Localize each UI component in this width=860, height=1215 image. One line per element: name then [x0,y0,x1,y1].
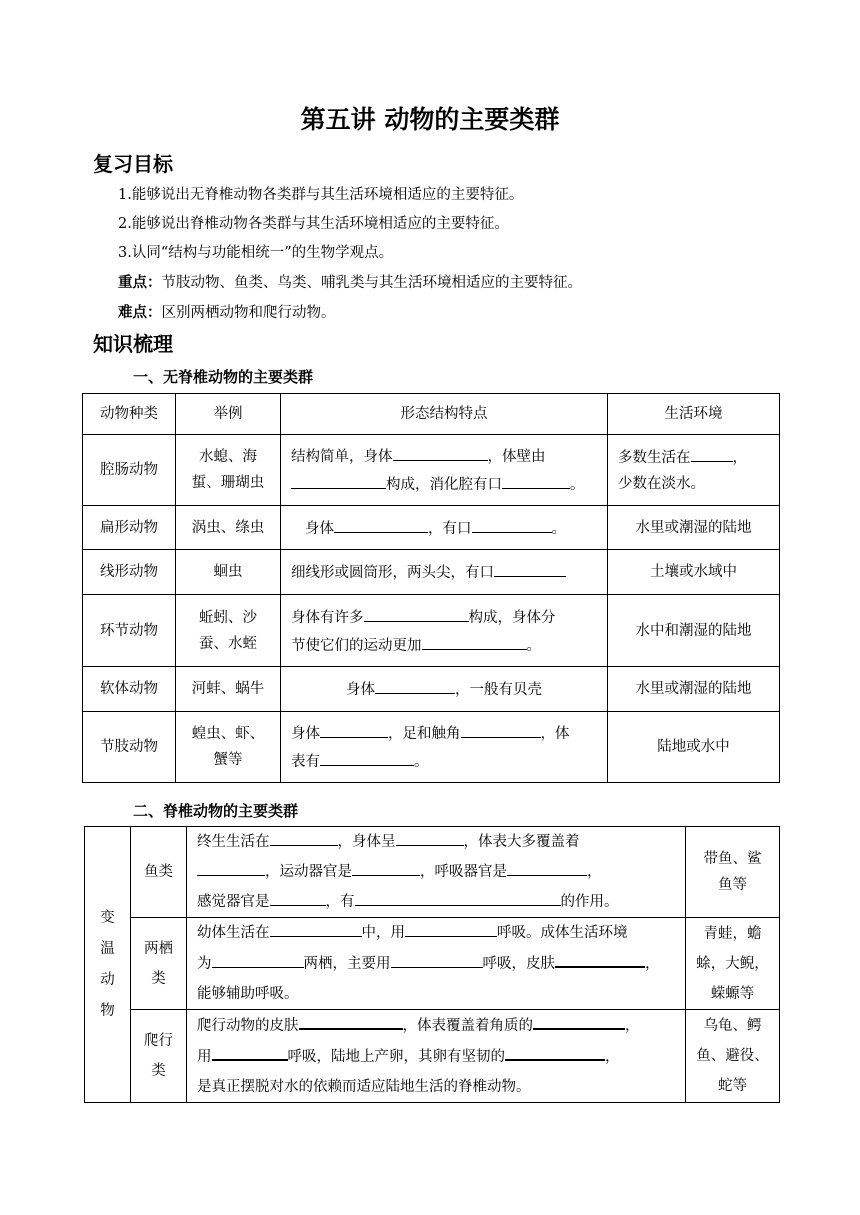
text: 用 [197,1049,212,1065]
difficult-point-label: 难点： [118,305,162,321]
answer-blank[interactable] [270,918,362,937]
answer-blank[interactable] [355,887,561,906]
answer-blank[interactable] [270,887,326,906]
header-example: 举例 [176,394,281,435]
text: ，体 [540,726,570,742]
knowledge-heading: 知识梳理 [93,332,173,356]
text: ，身体呈 [337,834,396,850]
header-kind: 动物种类 [83,394,176,435]
answer-blank[interactable] [422,631,527,650]
text: 中，用 [361,925,405,941]
text: ， [732,450,747,466]
text: 爬行动物的皮肤 [197,1018,299,1034]
table-row [85,918,780,1010]
example-line: 鱼、避役、 [696,1048,769,1064]
table-row [83,550,780,595]
text: 的作用。 [560,894,619,910]
text: ， [645,956,660,972]
example-line: 蜇、珊瑚虫 [191,475,265,491]
kind-cell [131,918,187,1010]
key-point [118,271,582,292]
answer-blank[interactable] [320,719,388,738]
kind-cell: 环节动物 [83,595,176,667]
text: 能够辅助呼吸。 [197,986,299,1002]
goal-3: 3.认同“结构与功能相统一”的生物学观点。 [118,245,394,261]
text: 终生生活在 [197,834,270,850]
text: 结构简单，身体 [291,449,393,465]
example-line: 乌龟、鳄 [703,1018,762,1034]
text: ，体表大多覆盖着 [463,834,580,850]
text: 感觉器官是 [197,894,270,910]
example-line: 带鱼、鲨 [703,851,762,867]
table-row [85,827,780,918]
habitat-cell: 土壤或水域中 [608,550,780,595]
group-label-cold-blooded [85,827,131,1103]
text: ，体壁由 [487,449,546,465]
answer-blank[interactable] [507,857,587,876]
group-char: 温 [100,940,115,957]
text: ，有口 [428,520,472,537]
answer-blank[interactable] [320,747,414,766]
answer-blank[interactable] [472,514,552,533]
kind-cell: 节肢动物 [83,712,176,783]
kind-cell: 腔肠动物 [83,435,176,506]
table-header-row [83,394,780,435]
text: ，足和触角 [388,726,461,742]
answer-blank[interactable] [291,470,386,489]
text: 是真正摆脱对水的依赖而适应陆地生活的脊椎动物。 [197,1079,531,1095]
text: 表有 [291,754,320,770]
text: 细线形或圆筒形，两头尖，有口 [291,565,494,581]
header-habitat: 生活环境 [608,394,780,435]
text: 呼吸，陆地上产卵，其卵有坚韧的 [287,1049,505,1065]
feature-cell [281,506,608,550]
part1-heading: 一、无脊椎动物的主要类群 [133,368,314,386]
example-line: 水螅、海 [199,449,257,465]
table-row [85,1010,780,1103]
example-line: 蝾螈等 [710,985,755,1002]
table-row [83,435,780,506]
answer-blank[interactable] [212,949,304,968]
table-row [83,712,780,783]
text: 。 [526,637,541,654]
answer-blank[interactable] [364,603,469,622]
text: 构成，身体分 [468,609,556,626]
text: 多数生活在 [618,450,691,466]
difficult-point-text: 区别两栖动物和爬行动物。 [161,305,336,321]
text: ，呼吸器官是 [420,864,507,880]
example-line: 蛇等 [718,1078,747,1094]
kind-cell: 线形动物 [83,550,176,595]
answer-blank[interactable] [396,827,464,846]
kind-cell: 鱼类 [131,827,187,918]
answer-blank[interactable] [270,827,338,846]
text: 。 [570,477,585,493]
text: ， [605,1049,620,1065]
answer-blank[interactable] [691,443,733,462]
text: 呼吸。成体生活环境 [497,925,628,941]
goal-1: 1.能够说出无脊椎动物各类群与其生活环境相适应的主要特征。 [118,187,524,203]
answer-blank[interactable] [352,857,420,876]
text: ，运动器官是 [265,864,352,880]
feature-cell [187,827,686,918]
review-goals-heading: 复习目标 [93,152,173,176]
kind-line: 类 [151,1063,166,1079]
feature-cell [281,595,608,667]
example-line: 蟹等 [213,752,243,768]
example-line: 蜍，大鲵， [696,955,769,972]
kind-cell: 扁形动物 [83,506,176,550]
answer-blank[interactable] [375,675,455,694]
feature-cell [187,918,686,1010]
answer-blank[interactable] [505,1041,605,1061]
feature-cell [281,435,608,506]
goal-2: 2.能够说出脊椎动物各类群与其生活环境相适应的主要特征。 [118,216,509,232]
kind-line: 两栖 [144,940,173,957]
answer-blank[interactable] [405,918,497,937]
answer-blank[interactable] [334,514,428,533]
answer-blank[interactable] [555,948,645,968]
text: 为 [197,956,212,972]
habitat-cell: 水里或潮湿的陆地 [608,506,780,550]
feature-cell [281,550,608,595]
example-cell [176,595,281,667]
answer-blank[interactable] [494,558,566,577]
example-line: 青蛙，蟾 [703,925,762,942]
text: 两栖，主要用 [303,956,391,972]
example-line: 鱼等 [718,877,747,893]
table-row [83,506,780,550]
header-feature: 形态结构特点 [281,394,608,435]
text: 少数在淡水。 [618,476,705,492]
table-row [83,667,780,712]
group-char: 变 [100,909,115,926]
kind-line: 类 [151,970,166,987]
example-cell [686,827,780,918]
example-cell [176,435,281,506]
text: ，一般有贝壳 [455,682,542,698]
answer-blank[interactable] [502,470,570,489]
difficult-point [118,301,336,322]
example-cell [686,1010,780,1103]
answer-blank[interactable] [299,1010,403,1030]
page-title: 第五讲 动物的主要类群 [300,105,560,134]
feature-cell [187,1010,686,1103]
part2-heading: 二、脊椎动物的主要类群 [133,802,299,820]
example-line: 蚕、水蛭 [199,635,257,652]
group-char: 物 [100,1002,115,1019]
vertebrate-table [84,826,780,1103]
example-cell: 蛔虫 [176,550,281,595]
feature-cell [281,712,608,783]
example-line: 蝗虫、虾、 [191,726,265,742]
answer-blank[interactable] [393,442,488,461]
text: 。 [551,520,566,537]
key-point-label: 重点： [118,275,162,291]
example-cell: 涡虫、绦虫 [176,506,281,550]
answer-blank[interactable] [391,949,483,968]
group-char: 动 [100,971,115,988]
text: 身体 [291,726,320,742]
text: 节使它们的运动更加 [291,637,422,654]
invertebrate-table [82,393,780,783]
habitat-cell: 水中和潮湿的陆地 [608,595,780,667]
example-cell: 河蚌、蜗牛 [176,667,281,712]
text: ，体表覆盖着角质的 [402,1018,533,1034]
text: 身体 [305,520,334,537]
kind-cell: 软体动物 [83,667,176,712]
kind-line: 爬行 [144,1033,173,1049]
text: 幼体生活在 [197,925,270,941]
table-row [83,595,780,667]
key-point-text: 节肢动物、鱼类、鸟类、哺乳类与其生活环境相适应的主要特征。 [161,275,582,291]
text: 身体有许多 [291,609,364,626]
text: ，有 [325,894,355,910]
text: ， [625,1018,640,1034]
text: 身体 [346,682,375,698]
example-cell [686,918,780,1010]
text: 。 [414,754,429,770]
answer-blank[interactable] [461,719,541,738]
example-cell [176,712,281,783]
kind-cell [131,1010,187,1103]
text: 呼吸，皮肤 [482,956,555,972]
answer-blank[interactable] [212,1041,288,1061]
answer-blank[interactable] [197,857,265,876]
text: ， [587,864,602,880]
example-line: 蚯蚓、沙 [199,609,257,626]
habitat-cell: 水里或潮湿的陆地 [608,667,780,712]
answer-blank[interactable] [533,1010,625,1030]
feature-cell [281,667,608,712]
habitat-cell [608,435,780,506]
text: 构成，消化腔有口 [386,477,502,493]
habitat-cell: 陆地或水中 [608,712,780,783]
